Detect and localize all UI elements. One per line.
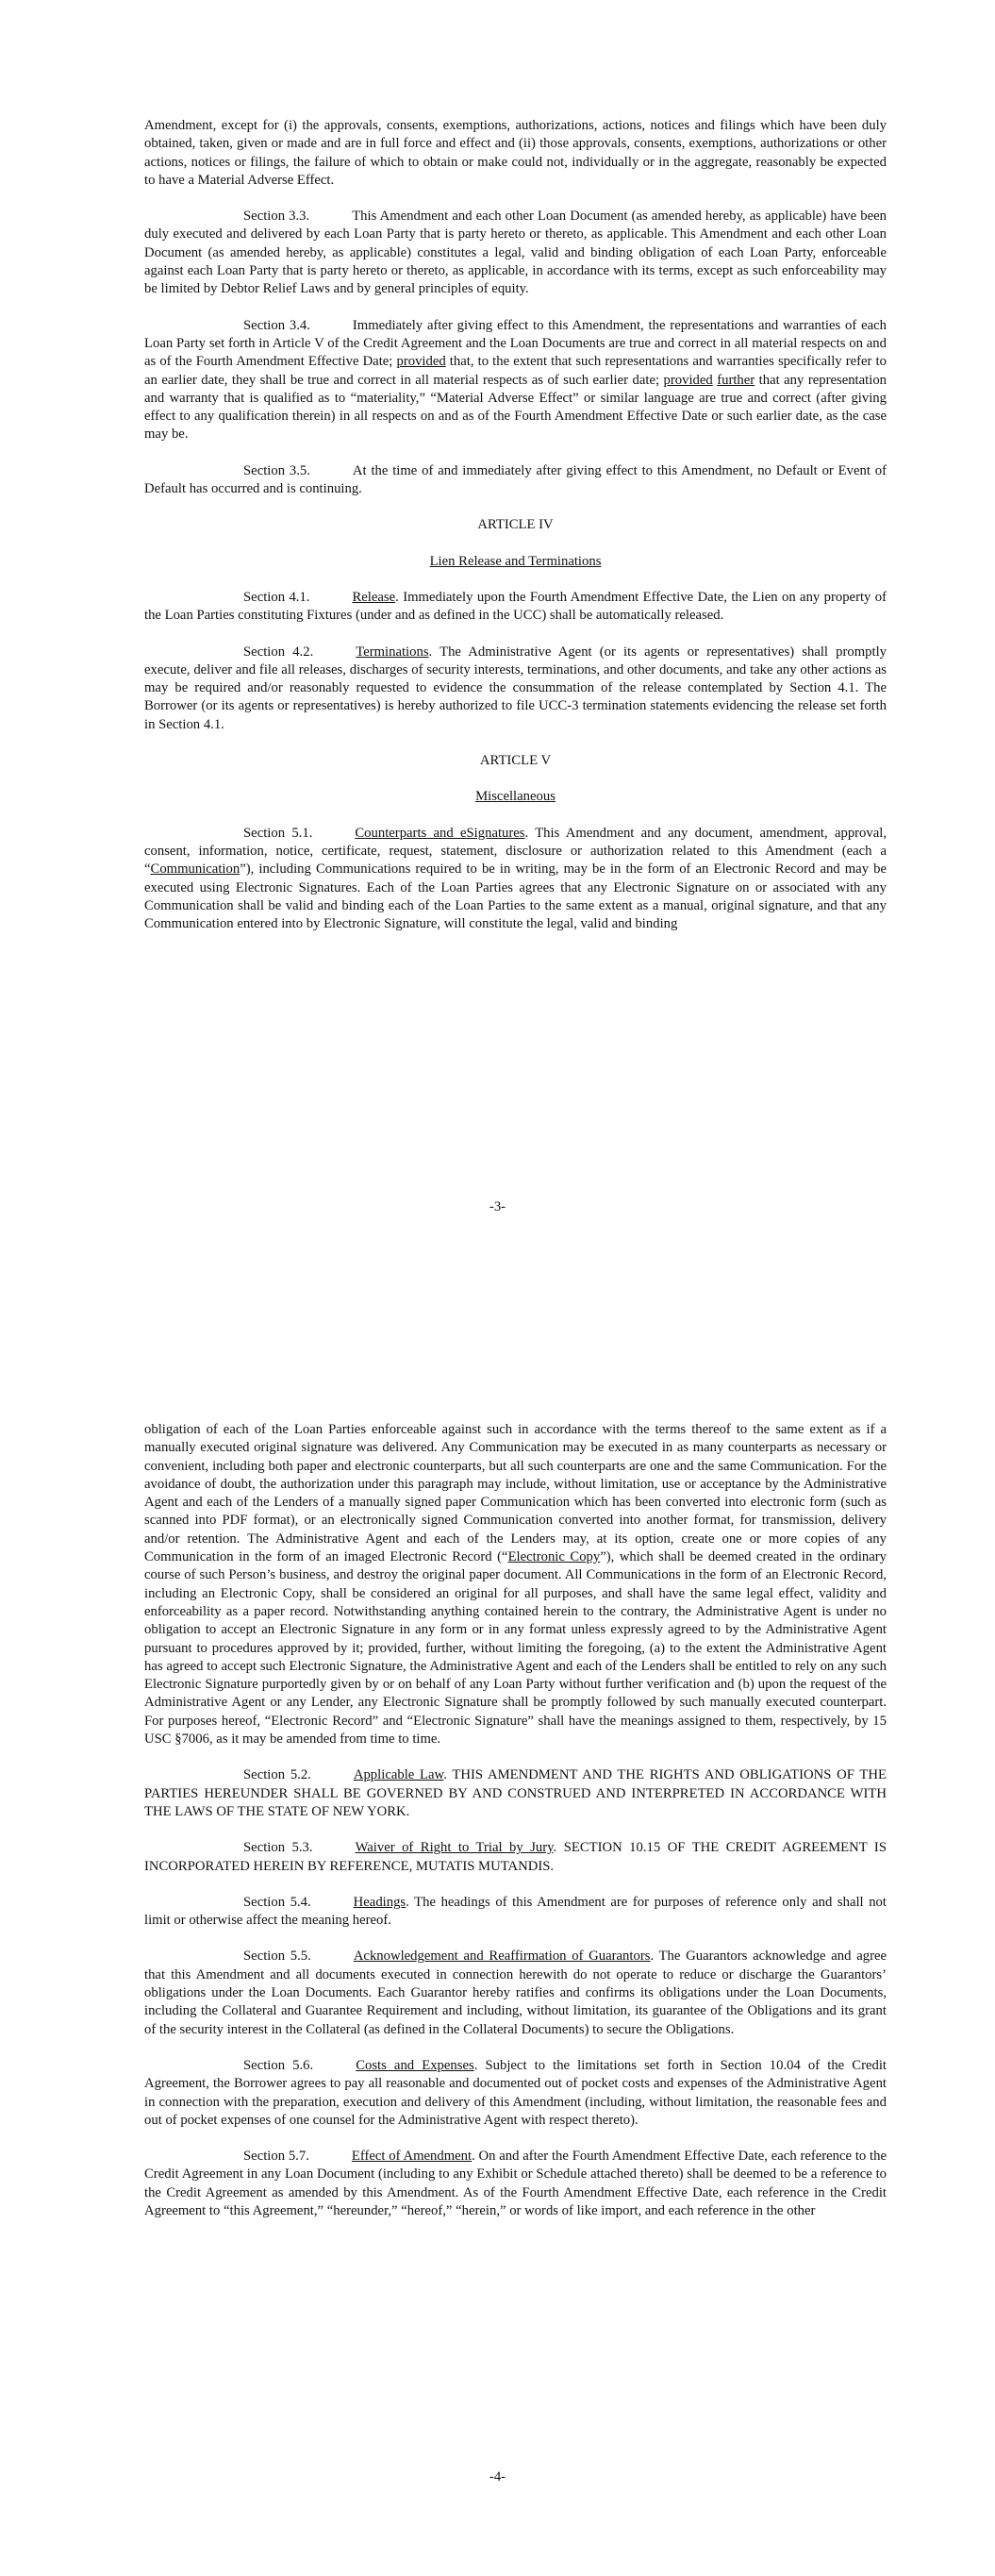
section-3-3 — [144, 208, 887, 298]
section-5-2 — [144, 1766, 887, 1821]
section-title: Headings — [353, 1894, 406, 1910]
paragraph-text: ”), which shall be deemed created in the ordinary course of such Person’s business, and destroy the original paper document. All Communications in the form of an Electronic Record, including an Electronic Copy, shall be considered an original for all purposes, and shall have the same legal effect, validity and enforceability as a paper record. Notwithstanding anything contained herein to the contrary, the Administrative Agent is under no obligation to accept an Electronic Signature in any form or in any format unless expressly agreed to by the Administrative Agent pursuant to procedures approved by it; provided, further, without limiting the foregoing, (a) to the extent the Administrative Agent has agreed to accept such Electronic Signature, the Administrative Agent and each of the Lenders shall be entitled to rely on any such Electronic Signature purportedly given by or on behalf of any Loan Party without further verification and (b) upon the request of the Administrative Agent or any Lender, any Electronic Signature shall be promptly followed by such manually executed counterpart. For purposes hereof, “Electronic Record” and “Electronic Signature” shall have the meanings assigned to them, respectively, by 15 USC §7006, as it may be amended from time to time. — [144, 1549, 887, 1748]
section-5-6 — [144, 2057, 887, 2130]
section-title: Release — [352, 589, 396, 605]
section-5-5 — [144, 1948, 887, 2038]
section-number: Section 5.3. — [243, 1840, 313, 1856]
section-4-1 — [144, 589, 887, 626]
section-text: At the time of and immediately after giving effect to this Amendment, no Default or Event of Default has occurred and is continuing. — [144, 462, 887, 497]
section-5-4 — [144, 1894, 887, 1931]
page-number: -3- — [489, 1199, 506, 1214]
section-text: . This Amendment and any document, amendment, approval, consent, information, notice, certificate, request, statement, disclosure or authorization related to this Amendment (each a “ — [144, 825, 887, 878]
electronic-copy-term: Electronic Copy — [507, 1549, 601, 1565]
section-number: Section 4.2. — [243, 644, 314, 660]
section-3-5 — [144, 462, 887, 499]
section-text: . The Guarantors acknowledge and agree that this Amendment and all documents executed in connection herewith do not operate to reduce or discharge the Guarantors’ obligations under the Loan Documents. Each Guarantor hereby ratifies and confirms its obligations under the Loan Documents, including the Collateral and Guarantee Requirement and including, without limitation, its guarantee of the Obligations and its grant of the security interest in the Collateral (as defined in the Collateral Documents) to secure the Obligations. — [144, 1949, 887, 2037]
provided-term: provided — [663, 372, 713, 388]
section-text: . Subject to the limitations set forth in Section 10.04 of the Credit Agreement, the Borrower agrees to pay all reasonable and documented out of pocket costs and expenses of the Administrative Agent in connection with the preparation, execution and delivery of this Amendment (including, without limitation, the reasonable fees and out of pocket expenses of one counsel for the Administrative Agent with respect thereto). — [144, 2057, 887, 2128]
page-4-body — [144, 1421, 887, 2238]
section-text: . The Administrative Agent (or its agents or representatives) shall promptly execute, deliver and file all releases, discharges of security interests, terminations, and other documents, and take any other actions as may be required and/or reasonably requested to evidence the consummation of the release contemplated by Section 4.1. The Borrower (or its agents or representatives) is hereby authorized to file UCC-3 termination statements evidencing the release set forth in Section 4.1. — [144, 644, 887, 732]
section-title: Applicable Law — [353, 1767, 444, 1783]
further-term: further — [717, 372, 755, 388]
page-number: -4- — [489, 2469, 506, 2484]
section-4-2 — [144, 644, 887, 734]
section-number: Section 5.6. — [243, 2057, 314, 2073]
section-title: Waiver of Right to Trial by Jury — [355, 1840, 554, 1856]
section-title: Effect of Amendment — [351, 2149, 473, 2165]
section-number: Section 5.1. — [243, 825, 313, 841]
article-iv-heading: ARTICLE IV — [477, 517, 554, 533]
article-iv-subheading — [144, 553, 887, 571]
article-v-subheading — [144, 788, 887, 806]
section-title: Acknowledgement and Reaffirmation of Guarantors — [353, 1949, 651, 1965]
document-page-4 — [0, 1302, 995, 2576]
section-text: that any representation and warranty that is qualified as to “materiality,” “Material Adverse Effect” or similar language are true and correct (after giving effect to any qualification therein) in all respects on and as of the Fourth Amendment Effective Date or such earlier date, as the case may be. — [144, 372, 887, 443]
section-text: . On and after the Fourth Amendment Effective Date, each reference to the Credit Agreement in any Loan Document (including to any Exhibit or Schedule attached thereto) shall be deemed to be a reference to the Credit Agreement as amended by this Amendment. As of the Fourth Amendment Effective Date, each reference in the Credit Agreement to “this Agreement,” “hereunder,” “hereof,” “herein,” or words of like import, and each reference in the other — [144, 2149, 887, 2218]
section-number: Section 4.1. — [243, 589, 310, 605]
section-title: Costs and Expenses — [356, 2057, 474, 2073]
section-text: that, to the extent that such representations and warranties specifically refer to an earlier date, they shall be true and correct in all material respects as of such earlier date; — [144, 354, 887, 388]
article-v-heading: ARTICLE V — [479, 753, 552, 769]
section-title: Counterparts and eSignatures — [355, 825, 525, 841]
section-text: . The headings of this Amendment are for purposes of reference only and shall not limit or otherwise affect the meaning hereof. — [144, 1894, 887, 1929]
communication-term: Communication — [150, 861, 240, 878]
section-text: This Amendment and each other Loan Document (as amended hereby, as applicable) have been duly executed and delivered by each Loan Party that is party hereto or thereto, as applicable. This Amendment and each other Loan Document (as amended hereby, as applicable) constitutes a legal, valid and binding obligation of each Loan Party, enforceable against each Loan Party that is party hereto or thereto, as applicable, in accordance with its terms, except as such enforceability may be limited by Debtor Relief Laws and by general principles of equity. — [144, 209, 887, 297]
article-iv-title: Lien Release and Terminations — [429, 553, 602, 569]
provided-term: provided — [396, 354, 446, 370]
section-text: . SECTION 10.15 OF THE CREDIT AGREEMENT IS INCORPORATED HEREIN BY REFERENCE, MUTATIS MUTANDIS. — [144, 1840, 887, 1874]
section-number: Section 5.4. — [243, 1894, 311, 1910]
article-v-title: Miscellaneous — [475, 789, 556, 805]
section-text: Immediately after giving effect to this Amendment, the representations and warranties of each Loan Party set forth in Article V of the Credit Agreement and the Loan Documents are true and correct in all material respects on and as of the Fourth Amendment Effective Date; — [144, 317, 887, 370]
page-3-body — [144, 117, 887, 951]
continued-paragraph: Amendment, except for (i) the approvals, consents, exemptions, authorizations, actions, notices and filings which have been duly obtained, taken, given or made and are in full force and effect and (ii) those approvals, consents, exemptions, authorizations or other actions, notices or filings, the failure of which to obtain or make could not, individually or in the aggregate, reasonably be expected to have a Material Adverse Effect. — [144, 118, 887, 188]
section-text: ”), including Communications required to be in writing, may be in the form of an Electronic Record and may be executed using Electronic Signatures. Each of the Loan Parties agrees that any Electronic Signature on or associated with any Communication shall be valid and binding each of the Loan Parties to the same extent as a manual, original signature, and that any Communication entered into by Electronic Signature, will constitute the legal, valid and binding — [144, 861, 887, 932]
section-number: Section 3.3. — [243, 209, 310, 225]
continued-paragraph — [144, 1421, 887, 1748]
section-title: Terminations — [356, 644, 429, 660]
section-5-1 — [144, 825, 887, 934]
paragraph-text: obligation of each of the Loan Parties enforceable against such in accordance with the terms thereof to the same extent as if a manually executed original signature was delivered. Any Communication may be executed in as many counterparts as necessary or convenient, including both paper and electronic counterparts, but all such counterparts are one and the same Communication. For the avoidance of doubt, the authorization under this paragraph may include, without limitation, use or acceptance by the Administrative Agent and each of the Lenders of a manually signed paper Communication which has been converted into electronic form (such as scanned into PDF format), or an electronically signed Communication converted into another format, for transmission, delivery and/or retention. The Administrative Agent and each of the Lenders may, at its option, create one or more copies of any Communication in the form of an imaged Electronic Record (“ — [144, 1422, 887, 1565]
section-number: Section 5.7. — [243, 2149, 309, 2165]
section-number: Section 3.4. — [243, 317, 310, 333]
section-number: Section 5.2. — [243, 1767, 311, 1783]
section-3-4 — [144, 317, 887, 444]
section-text: . THIS AMENDMENT AND THE RIGHTS AND OBLIGATIONS OF THE PARTIES HEREUNDER SHALL BE GOVERNED BY AND CONSTRUED AND INTERPRETED IN ACCORDANCE WITH THE LAWS OF THE STATE OF NEW YORK. — [144, 1767, 887, 1819]
section-number: Section 3.5. — [243, 462, 310, 478]
section-text: . Immediately upon the Fourth Amendment Effective Date, the Lien on any property of the Loan Parties constituting Fixtures (under and as defined in the UCC) shall be automatically released. — [144, 589, 887, 624]
section-5-7 — [144, 2148, 887, 2220]
section-number: Section 5.5. — [243, 1949, 311, 1965]
section-5-3 — [144, 1839, 887, 1876]
